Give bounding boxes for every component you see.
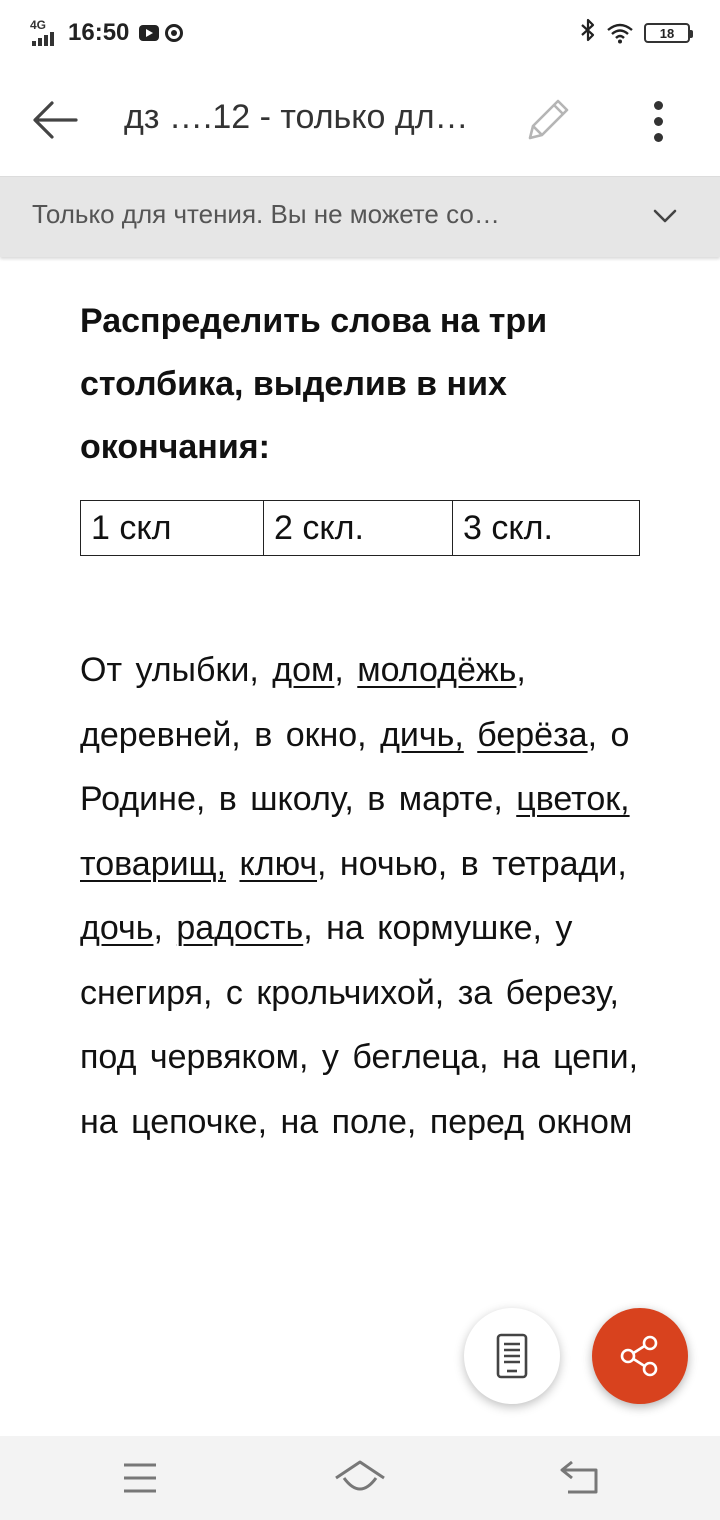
chrome-icon xyxy=(165,24,183,42)
back-icon xyxy=(550,1456,610,1500)
text-run: , на кормушке, у снегиря, с крольчихой, за березу, под червяком, у беглеца, на цепи, на цепочке, на поле, перед окном xyxy=(80,909,639,1141)
status-bar-right xyxy=(580,16,690,50)
word-list-paragraph xyxy=(80,638,650,1154)
document-body xyxy=(80,290,650,1154)
status-bar-left xyxy=(30,16,183,50)
heading-line: окончания: xyxy=(80,428,270,466)
text-run xyxy=(464,716,477,754)
heading-line: столбика, выделив в них xyxy=(80,365,507,403)
network-type-label: 4G xyxy=(30,18,47,32)
declension-table xyxy=(80,500,640,556)
underlined-word: дочь xyxy=(80,909,154,947)
mobile-view-button[interactable] xyxy=(464,1308,560,1404)
battery-icon: 18 xyxy=(644,23,690,43)
wifi-icon xyxy=(606,22,634,44)
edit-button[interactable] xyxy=(520,94,574,148)
document-heading xyxy=(80,290,650,479)
nav-home-button[interactable] xyxy=(330,1456,390,1500)
read-only-message: Только для чтения. Вы не можете со… xyxy=(32,199,500,229)
text-run: , xyxy=(153,909,177,947)
bluetooth-icon xyxy=(580,18,596,48)
table-cell: 1 скл xyxy=(81,501,264,556)
clock: 16:50 xyxy=(68,19,130,46)
back-button[interactable] xyxy=(26,94,86,146)
text-run: , xyxy=(334,651,358,689)
table-cell: 2 скл. xyxy=(264,501,453,556)
document-title: дз ….12 - только дл… xyxy=(124,98,469,136)
youtube-icon xyxy=(139,25,159,41)
heading-line: Распределить слова на три xyxy=(80,302,548,340)
menu-icon xyxy=(110,1456,170,1500)
table-cell: 3 скл. xyxy=(453,501,640,556)
underlined-word: дом xyxy=(272,651,335,689)
underlined-word: дичь, xyxy=(380,715,464,754)
text-run: , деревней, в окно, xyxy=(80,651,526,754)
underlined-word: ключ xyxy=(239,844,318,883)
share-button[interactable] xyxy=(592,1308,688,1404)
phone-document-icon xyxy=(495,1333,529,1379)
more-vert-icon xyxy=(654,101,663,110)
underlined-word: молодёжь xyxy=(357,651,517,689)
signal-icon xyxy=(30,18,58,48)
status-bar xyxy=(0,0,720,66)
underlined-word: берёза xyxy=(477,715,588,754)
pencil-icon xyxy=(520,94,574,148)
text-run: , о Родине, в школу, в марте, xyxy=(80,715,630,818)
system-nav-bar xyxy=(0,1436,720,1520)
back-arrow-icon xyxy=(26,94,86,146)
more-options-button[interactable] xyxy=(636,94,680,148)
text-run: , ночью, в тетради, xyxy=(317,844,627,883)
nav-back-button[interactable] xyxy=(550,1456,610,1500)
table-row xyxy=(81,501,640,556)
nav-menu-button[interactable] xyxy=(110,1456,170,1500)
home-icon xyxy=(330,1456,390,1500)
app-bar xyxy=(0,66,720,177)
text-run: От улыбки, xyxy=(80,651,273,689)
underlined-word: цветок, товарищ, xyxy=(80,780,630,883)
underlined-word: радость xyxy=(176,909,304,947)
share-icon xyxy=(617,1333,663,1379)
read-only-banner[interactable] xyxy=(0,177,720,257)
chevron-down-icon[interactable] xyxy=(650,201,680,231)
text-run xyxy=(226,845,239,883)
